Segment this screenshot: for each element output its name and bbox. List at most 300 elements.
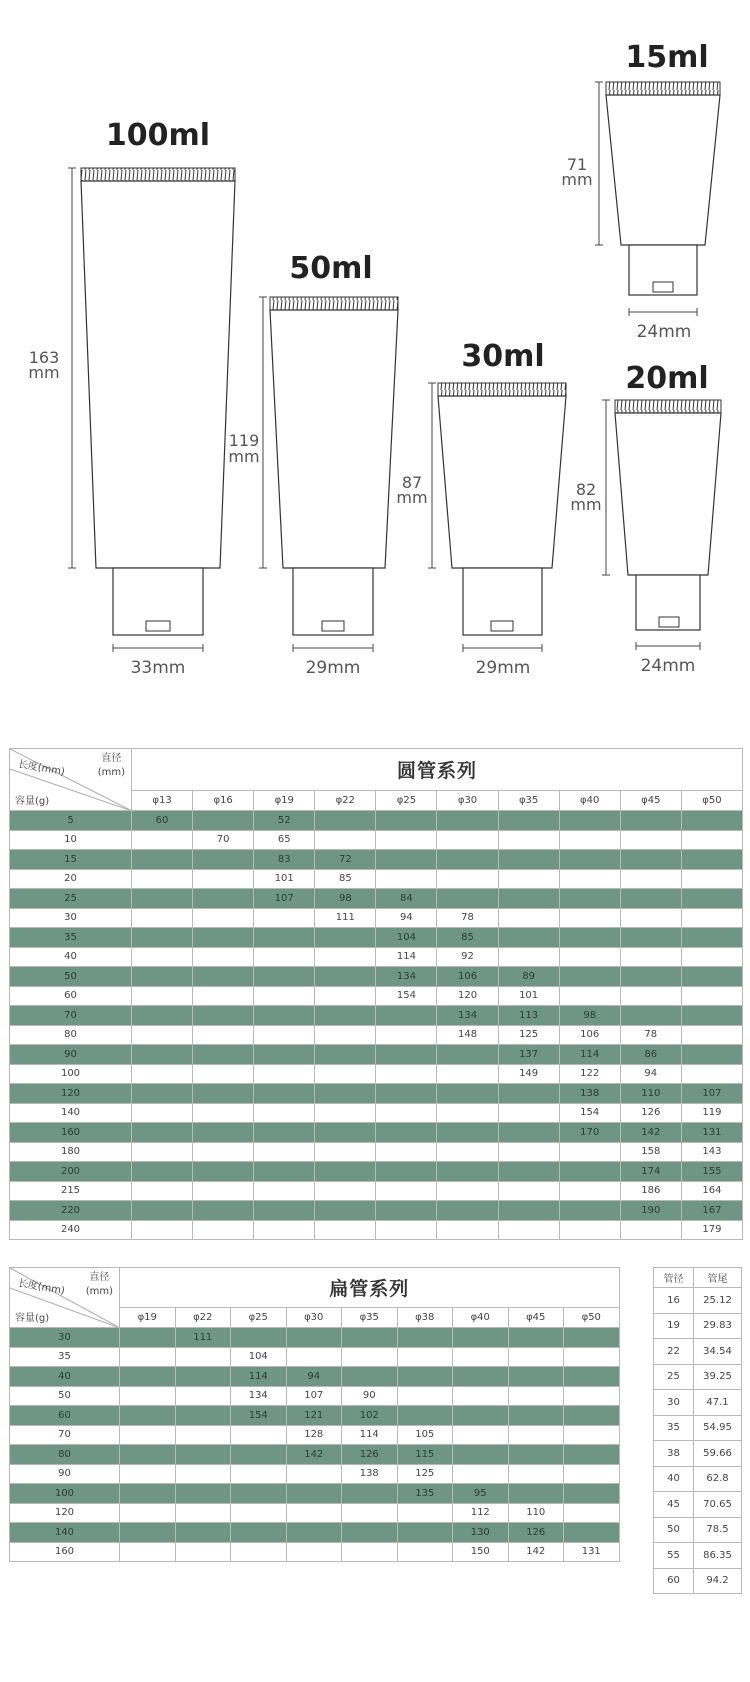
tube-tail-cell: 47.1 (694, 1390, 742, 1416)
table-row (10, 1503, 620, 1523)
capacity-cell: 70 (10, 1006, 132, 1026)
tube-tail-cell: 94.2 (694, 1568, 742, 1594)
tube-20ml (570, 361, 721, 676)
length-cell (437, 1181, 498, 1201)
length-cell (453, 1347, 509, 1367)
length-cell: 114 (231, 1367, 287, 1387)
length-cell (681, 850, 742, 870)
capacity-cell: 30 (10, 908, 132, 928)
capacity-cell: 100 (10, 1484, 120, 1504)
length-cell (681, 928, 742, 948)
tube-capacity-label: 100ml (105, 118, 211, 153)
length-cell (193, 1162, 254, 1182)
length-cell (437, 830, 498, 850)
length-cell (193, 1142, 254, 1162)
length-cell (376, 1181, 437, 1201)
length-cell (342, 1484, 398, 1504)
column-header: φ50 (564, 1308, 620, 1328)
round-tube-table (9, 748, 743, 1240)
length-cell (508, 1464, 564, 1484)
length-cell: 65 (254, 830, 315, 850)
tube-diameter-cell: 25 (654, 1364, 694, 1390)
length-cell (315, 1123, 376, 1143)
tube-height-unit: mm (28, 363, 60, 382)
length-cell (559, 967, 620, 987)
length-cell (193, 1181, 254, 1201)
table-row (10, 928, 743, 948)
length-cell: 60 (132, 811, 193, 831)
length-cell: 110 (508, 1503, 564, 1523)
capacity-cell: 60 (10, 1406, 120, 1426)
length-cell (132, 830, 193, 850)
capacity-cell: 140 (10, 1103, 132, 1123)
length-cell: 154 (376, 986, 437, 1006)
capacity-cell: 5 (10, 811, 132, 831)
length-cell: 101 (498, 986, 559, 1006)
length-cell (620, 947, 681, 967)
tube-diameter-cell: 22 (654, 1339, 694, 1365)
diameter-tail-table (653, 1267, 742, 1594)
table-row (10, 1425, 620, 1445)
length-cell (508, 1328, 564, 1348)
tube-size-diagram (0, 0, 750, 700)
length-cell (254, 1045, 315, 1065)
length-cell (498, 889, 559, 909)
length-cell (315, 1220, 376, 1240)
column-header: φ40 (559, 791, 620, 811)
length-cell (498, 811, 559, 831)
column-header: φ16 (193, 791, 254, 811)
length-cell (620, 928, 681, 948)
length-cell: 94 (286, 1367, 342, 1387)
length-cell (132, 1162, 193, 1182)
tube-height-label: 82 (575, 480, 597, 499)
length-cell (453, 1406, 509, 1426)
table-row (654, 1390, 742, 1416)
length-cell (315, 1142, 376, 1162)
length-cell (120, 1386, 176, 1406)
capacity-cell: 160 (10, 1542, 120, 1562)
length-cell (397, 1367, 453, 1387)
length-cell (453, 1425, 509, 1445)
column-header: φ40 (453, 1308, 509, 1328)
length-cell (120, 1425, 176, 1445)
length-cell (397, 1503, 453, 1523)
length-cell (254, 1123, 315, 1143)
tube-height-label: 119 (228, 431, 260, 450)
length-cell (132, 986, 193, 1006)
length-cell: 86 (620, 1045, 681, 1065)
length-cell (498, 947, 559, 967)
length-cell: 105 (397, 1425, 453, 1445)
length-cell (508, 1406, 564, 1426)
capacity-cell: 215 (10, 1181, 132, 1201)
length-cell (120, 1542, 176, 1562)
length-cell (175, 1542, 231, 1562)
length-cell (231, 1464, 287, 1484)
length-cell: 121 (286, 1406, 342, 1426)
length-cell: 92 (437, 947, 498, 967)
length-cell: 114 (342, 1425, 398, 1445)
length-cell (286, 1542, 342, 1562)
length-cell (254, 947, 315, 967)
length-cell (132, 1025, 193, 1045)
length-cell (315, 1162, 376, 1182)
table-row (654, 1415, 742, 1441)
length-cell (231, 1328, 287, 1348)
length-cell (286, 1347, 342, 1367)
length-cell (498, 928, 559, 948)
length-cell (315, 1006, 376, 1026)
tube-tail-cell: 54.95 (694, 1415, 742, 1441)
length-cell: 85 (437, 928, 498, 948)
length-cell (376, 811, 437, 831)
length-cell (120, 1328, 176, 1348)
length-cell (254, 1084, 315, 1104)
length-cell: 95 (453, 1484, 509, 1504)
length-cell (498, 1181, 559, 1201)
table-row (10, 947, 743, 967)
length-cell (315, 1103, 376, 1123)
length-cell (498, 1084, 559, 1104)
table-row (654, 1543, 742, 1569)
tube-height-unit: mm (570, 495, 602, 514)
length-cell (498, 869, 559, 889)
length-cell: 158 (620, 1142, 681, 1162)
length-cell: 106 (559, 1025, 620, 1045)
length-cell (132, 1064, 193, 1084)
table-row (654, 1364, 742, 1390)
length-cell (132, 1084, 193, 1104)
length-cell (193, 1045, 254, 1065)
table-row (10, 850, 743, 870)
length-cell (120, 1503, 176, 1523)
length-cell: 142 (286, 1445, 342, 1465)
table-row (654, 1339, 742, 1365)
table-row (10, 1201, 743, 1221)
capacity-cell: 40 (10, 947, 132, 967)
length-cell (342, 1347, 398, 1367)
length-cell (620, 1220, 681, 1240)
length-header: 长度(mm) (17, 758, 66, 778)
length-cell (564, 1445, 620, 1465)
length-cell (437, 1162, 498, 1182)
length-cell (508, 1484, 564, 1504)
length-cell (559, 1162, 620, 1182)
length-cell: 98 (315, 889, 376, 909)
length-cell (508, 1367, 564, 1387)
column-header: φ50 (681, 791, 742, 811)
length-cell (498, 850, 559, 870)
length-cell (175, 1445, 231, 1465)
capacity-cell: 240 (10, 1220, 132, 1240)
length-cell: 107 (681, 1084, 742, 1104)
length-cell (231, 1425, 287, 1445)
length-cell (376, 850, 437, 870)
capacity-cell: 120 (10, 1503, 120, 1523)
length-cell: 137 (498, 1045, 559, 1065)
table-row (10, 1367, 620, 1387)
length-cell (315, 1025, 376, 1045)
table-row (654, 1441, 742, 1467)
length-cell (254, 1025, 315, 1045)
length-cell: 134 (376, 967, 437, 987)
tube-tail-cell: 70.65 (694, 1492, 742, 1518)
length-cell: 125 (397, 1464, 453, 1484)
tube-tail-cell: 25.12 (694, 1288, 742, 1314)
capacity-cell: 15 (10, 850, 132, 870)
length-cell (315, 811, 376, 831)
capacity-cell: 100 (10, 1064, 132, 1084)
tube-100ml (28, 118, 235, 678)
table-row (654, 1313, 742, 1339)
length-cell (132, 869, 193, 889)
length-cell (254, 1220, 315, 1240)
capacity-cell: 80 (10, 1025, 132, 1045)
length-cell (376, 1162, 437, 1182)
length-cell (620, 850, 681, 870)
length-cell (315, 1084, 376, 1104)
table-row (10, 1406, 620, 1426)
length-cell (376, 1103, 437, 1123)
tube-tail-cell: 86.35 (694, 1543, 742, 1569)
length-cell: 114 (376, 947, 437, 967)
length-cell: 126 (342, 1445, 398, 1465)
length-cell (453, 1367, 509, 1387)
length-cell (193, 1084, 254, 1104)
capacity-cell: 200 (10, 1162, 132, 1182)
length-header: 长度(mm) (17, 1277, 66, 1297)
length-cell (498, 1201, 559, 1221)
length-cell: 134 (231, 1386, 287, 1406)
column-header: φ30 (286, 1308, 342, 1328)
table-row (10, 1025, 743, 1045)
length-cell: 119 (681, 1103, 742, 1123)
tube-tail-cell: 29.83 (694, 1313, 742, 1339)
length-cell: 154 (231, 1406, 287, 1426)
length-cell (437, 889, 498, 909)
length-cell (193, 869, 254, 889)
length-cell (376, 1025, 437, 1045)
length-cell (498, 1142, 559, 1162)
length-cell: 84 (376, 889, 437, 909)
length-cell (620, 986, 681, 1006)
table-row (654, 1517, 742, 1543)
length-cell: 85 (315, 869, 376, 889)
capacity-cell: 60 (10, 986, 132, 1006)
length-cell (175, 1503, 231, 1523)
length-cell: 142 (508, 1542, 564, 1562)
length-cell: 94 (620, 1064, 681, 1084)
table-row (10, 811, 743, 831)
length-cell (564, 1328, 620, 1348)
table-row (10, 967, 743, 987)
length-cell (175, 1464, 231, 1484)
tube-capacity-label: 15ml (625, 40, 709, 75)
table-row (10, 1542, 620, 1562)
flat-tube-table (9, 1267, 620, 1562)
tube-width-label: 29mm (475, 658, 531, 678)
column-header: φ35 (498, 791, 559, 811)
length-cell (564, 1367, 620, 1387)
length-cell: 120 (437, 986, 498, 1006)
length-cell: 130 (453, 1523, 509, 1543)
length-cell (231, 1503, 287, 1523)
column-header: φ30 (437, 791, 498, 811)
length-cell (193, 1201, 254, 1221)
length-cell (286, 1484, 342, 1504)
length-cell (315, 928, 376, 948)
length-cell (254, 908, 315, 928)
tube-diameter-cell: 19 (654, 1313, 694, 1339)
tube-width-label: 29mm (305, 658, 361, 678)
column-header: φ35 (342, 1308, 398, 1328)
length-cell: 164 (681, 1181, 742, 1201)
length-cell (453, 1386, 509, 1406)
capacity-cell: 90 (10, 1045, 132, 1065)
length-cell (193, 1103, 254, 1123)
tube-width-label: 24mm (636, 322, 692, 342)
length-cell: 78 (620, 1025, 681, 1045)
column-header: φ19 (120, 1308, 176, 1328)
length-cell (437, 1045, 498, 1065)
tube-diameter-cell: 45 (654, 1492, 694, 1518)
length-cell (508, 1347, 564, 1367)
length-cell (498, 1162, 559, 1182)
length-cell (120, 1367, 176, 1387)
length-cell (681, 1045, 742, 1065)
length-cell (175, 1347, 231, 1367)
length-cell (498, 1123, 559, 1143)
length-cell: 142 (620, 1123, 681, 1143)
tube-diameter-cell: 30 (654, 1390, 694, 1416)
length-cell (254, 1142, 315, 1162)
tube-capacity-label: 50ml (289, 251, 373, 286)
table-row (10, 1064, 743, 1084)
capacity-cell: 220 (10, 1201, 132, 1221)
length-cell (681, 908, 742, 928)
tube-height-unit: mm (561, 170, 593, 189)
table-row (654, 1568, 742, 1594)
length-cell (315, 947, 376, 967)
table-row (10, 1445, 620, 1465)
length-cell (681, 1025, 742, 1045)
length-cell (120, 1464, 176, 1484)
diameter-header: 直径 (89, 1272, 110, 1283)
length-cell (120, 1484, 176, 1504)
length-cell (286, 1503, 342, 1523)
length-cell (193, 889, 254, 909)
length-cell (376, 1064, 437, 1084)
length-cell (193, 1025, 254, 1045)
length-cell: 115 (397, 1445, 453, 1465)
length-cell: 179 (681, 1220, 742, 1240)
tube-diameter-cell: 40 (654, 1466, 694, 1492)
length-cell (681, 869, 742, 889)
length-cell (620, 830, 681, 850)
length-cell (376, 869, 437, 889)
length-cell (193, 811, 254, 831)
length-cell (193, 1123, 254, 1143)
capacity-header: 容量(g) (15, 796, 50, 807)
length-cell (132, 1220, 193, 1240)
capacity-cell: 120 (10, 1084, 132, 1104)
table-row (10, 1523, 620, 1543)
table-corner-header (10, 749, 132, 811)
length-cell: 126 (620, 1103, 681, 1123)
length-cell (376, 1220, 437, 1240)
capacity-header: 容量(g) (15, 1313, 50, 1324)
table-row (10, 830, 743, 850)
length-cell: 122 (559, 1064, 620, 1084)
length-cell: 104 (231, 1347, 287, 1367)
length-cell (315, 967, 376, 987)
table-row (10, 1220, 743, 1240)
length-cell (437, 1123, 498, 1143)
tube-height-unit: mm (396, 488, 428, 507)
column-header: φ22 (175, 1308, 231, 1328)
capacity-cell: 140 (10, 1523, 120, 1543)
tube-diameter-cell: 35 (654, 1415, 694, 1441)
length-cell (193, 850, 254, 870)
length-cell (681, 986, 742, 1006)
table-row (10, 1084, 743, 1104)
length-cell (681, 889, 742, 909)
length-cell: 112 (453, 1503, 509, 1523)
length-cell (564, 1386, 620, 1406)
length-cell (254, 1006, 315, 1026)
column-header: φ45 (508, 1308, 564, 1328)
length-cell (508, 1445, 564, 1465)
length-cell (620, 1006, 681, 1026)
length-cell (132, 908, 193, 928)
length-cell (286, 1328, 342, 1348)
length-cell: 90 (342, 1386, 398, 1406)
length-cell (175, 1406, 231, 1426)
tube-height-label: 163 (28, 348, 60, 367)
length-cell: 101 (254, 869, 315, 889)
length-cell: 190 (620, 1201, 681, 1221)
length-cell (231, 1445, 287, 1465)
length-cell: 83 (254, 850, 315, 870)
length-cell (175, 1523, 231, 1543)
capacity-cell: 50 (10, 1386, 120, 1406)
column-header: φ25 (376, 791, 437, 811)
length-cell (559, 850, 620, 870)
length-cell (681, 811, 742, 831)
length-cell (231, 1484, 287, 1504)
length-cell (559, 889, 620, 909)
length-cell (559, 811, 620, 831)
length-cell (559, 908, 620, 928)
length-cell: 155 (681, 1162, 742, 1182)
length-cell (453, 1328, 509, 1348)
length-cell (564, 1523, 620, 1543)
length-cell (564, 1406, 620, 1426)
length-cell (397, 1542, 453, 1562)
tube-tail-cell: 34.54 (694, 1339, 742, 1365)
length-cell (254, 1162, 315, 1182)
capacity-cell: 160 (10, 1123, 132, 1143)
table-row (10, 1006, 743, 1026)
capacity-cell: 20 (10, 869, 132, 889)
length-cell (681, 1006, 742, 1026)
length-cell: 167 (681, 1201, 742, 1221)
length-cell (437, 1220, 498, 1240)
capacity-cell: 10 (10, 830, 132, 850)
length-cell (498, 1103, 559, 1123)
length-cell (132, 1142, 193, 1162)
